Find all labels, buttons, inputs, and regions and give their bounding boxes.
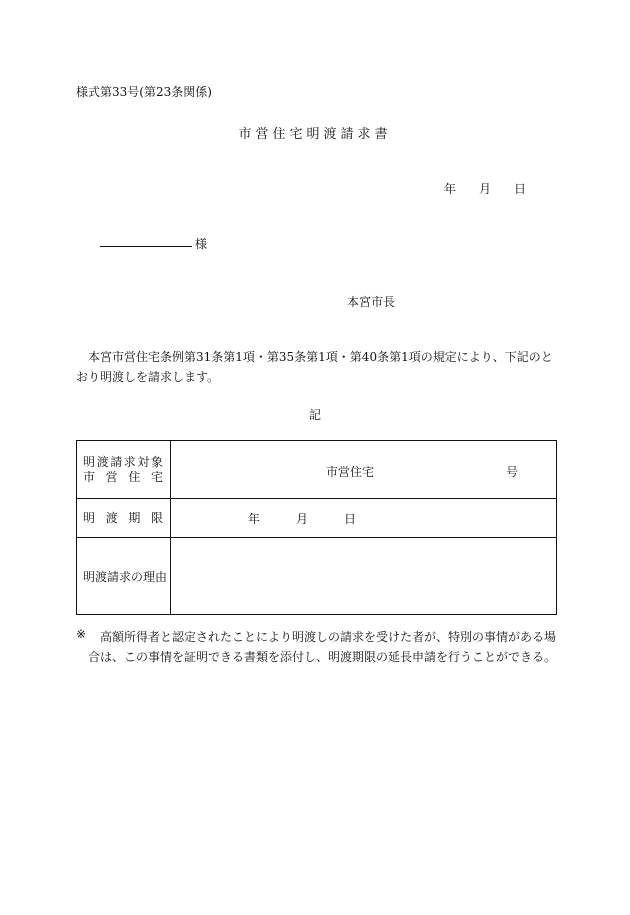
deadline-value-cell[interactable] xyxy=(171,499,557,538)
table-row-target xyxy=(77,441,557,499)
reason-label: 明渡請求の理由 xyxy=(83,569,168,584)
date-month: 月 xyxy=(479,182,492,196)
note-line1: 高額所得者と認定されたことにより明渡しの請求を受けた者が、特別の事情がある場 xyxy=(100,630,557,644)
deadline-year: 年 xyxy=(248,512,261,526)
ki-heading: 記 xyxy=(308,408,321,422)
request-table xyxy=(76,440,557,615)
note-text xyxy=(88,627,560,667)
target-value-cell[interactable] xyxy=(171,441,557,499)
addressee-suffix: 様 xyxy=(195,237,208,251)
deadline-day: 日 xyxy=(344,512,357,526)
target-label-cell xyxy=(77,441,171,499)
target-label-line2: 市営住宅 xyxy=(83,469,163,484)
deadline-label-cell xyxy=(77,499,171,538)
note-line2: 合は、この事情を証明できる書類を添付し、明渡期限の延長申請を行うことができる。 xyxy=(88,650,557,664)
target-label-line1: 明渡請求対象 xyxy=(83,454,163,469)
date-year: 年 xyxy=(444,182,457,196)
deadline-month: 月 xyxy=(296,512,309,526)
date-day: 日 xyxy=(514,182,527,196)
target-number-suffix: 号 xyxy=(506,465,519,479)
reason-value-cell[interactable] xyxy=(171,538,557,615)
table-row-deadline xyxy=(77,499,557,538)
target-housing-text: 市営住宅 xyxy=(326,465,375,479)
form-number: 様式第33号(第23条関係) xyxy=(76,85,212,99)
addressee-blank[interactable] xyxy=(100,232,192,247)
note-mark: ※ xyxy=(76,627,87,641)
document-title: 市営住宅明渡請求書 xyxy=(238,127,392,142)
deadline-date xyxy=(248,510,356,527)
request-body-text: 本宮市営住宅条例第31条第1項・第35条第1項・第40条第1項の規定により、下記のとおり明渡しを請求します。 xyxy=(76,350,553,384)
table-row-reason xyxy=(77,538,557,615)
date-line xyxy=(444,180,526,197)
reason-label-cell xyxy=(77,538,171,615)
sender-name: 本宮市長 xyxy=(347,295,396,309)
deadline-label: 明渡期限 xyxy=(83,510,163,525)
